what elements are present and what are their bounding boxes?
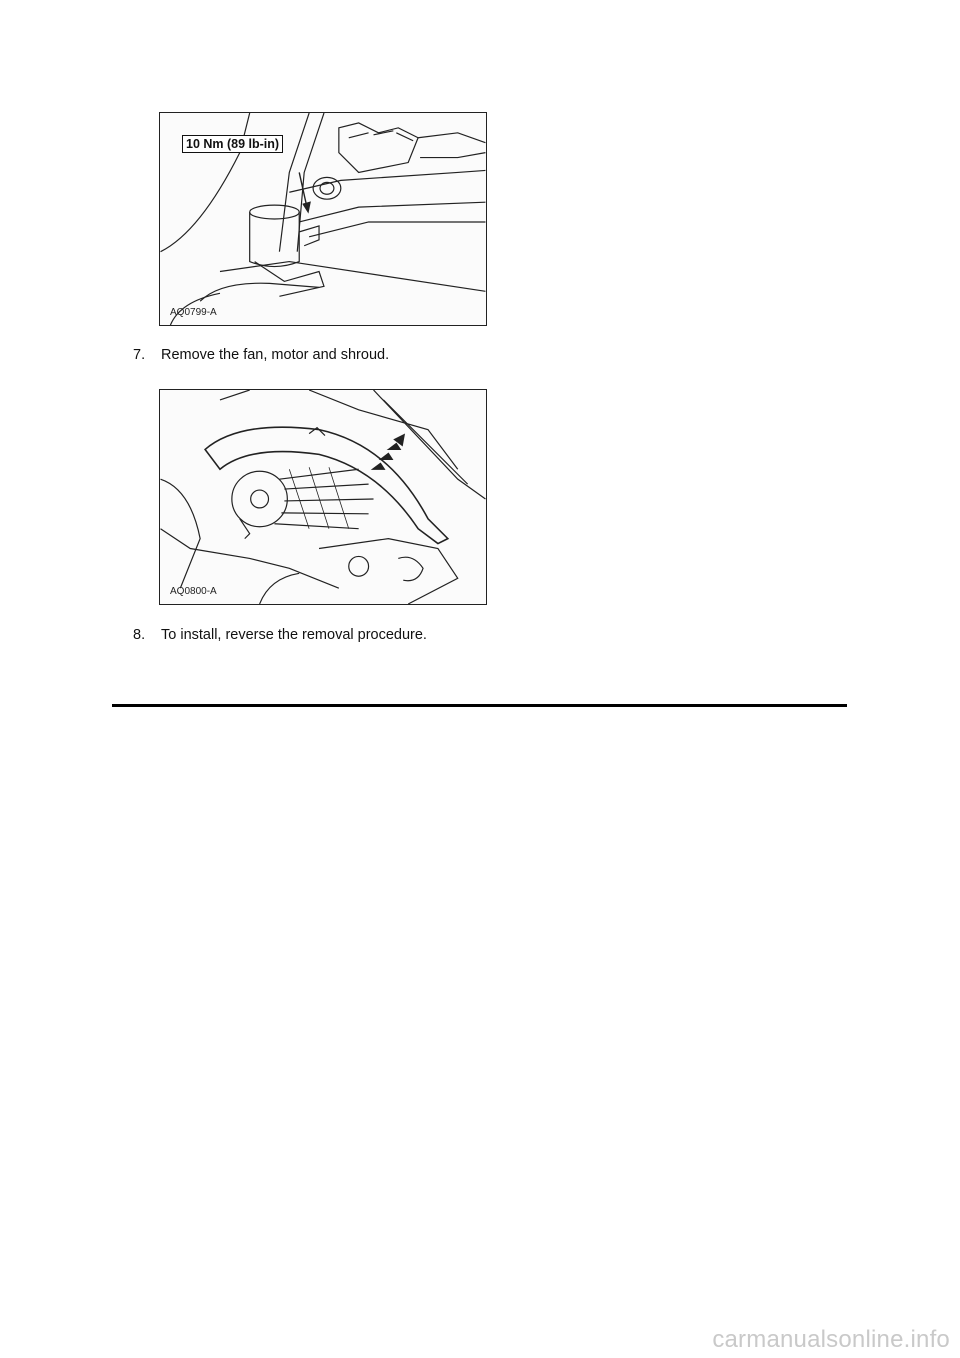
figure-aq0799 bbox=[159, 112, 487, 326]
figure-aq0800 bbox=[159, 389, 487, 605]
step-8 bbox=[133, 627, 427, 643]
step-text: To install, reverse the removal procedure. bbox=[161, 627, 427, 643]
step-text: Remove the fan, motor and shroud. bbox=[161, 347, 390, 363]
watermark: carmanualsonline.info bbox=[712, 1326, 950, 1353]
step-number: 7. bbox=[133, 347, 146, 363]
illustration-fan-shroud bbox=[160, 390, 486, 604]
section-divider bbox=[112, 704, 847, 707]
step-number: 8. bbox=[133, 627, 146, 643]
step-7 bbox=[133, 347, 389, 363]
figure-code: AQ0799-A bbox=[170, 307, 217, 318]
figure-code: AQ0800-A bbox=[170, 586, 217, 597]
torque-callout: 10 Nm (89 lb-in) bbox=[182, 135, 283, 153]
